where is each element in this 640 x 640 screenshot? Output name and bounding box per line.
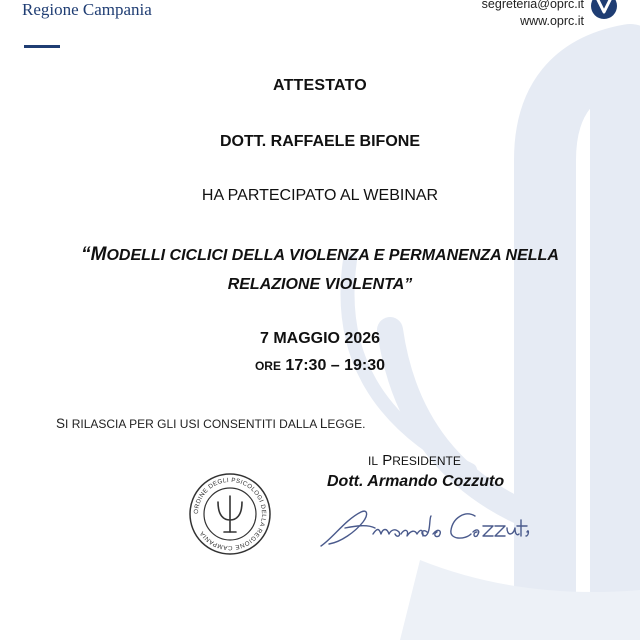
svg-text:ORDINE DEGLI PSICOLOGI DELLA R: ORDINE DEGLI PSICOLOGI DELLA REGIONE CAMPANIA [192,476,268,552]
official-stamp [188,472,272,556]
header-rule [24,45,60,48]
psi-icon [218,496,242,532]
webinar-date: 7 MAGGIO 2026 [259,330,381,347]
signatory-name: Dott. Armando Cozzuto [327,473,505,490]
webinar-hours: ORE 17:30 – 19:30 [254,357,386,374]
participation-line: HA PARTECIPATO AL WEBINAR [201,187,439,204]
webinar-title: “MODELLI CICLICI DELLA VIOLENZA E PERMANENZA NELLA RELAZIONE VIOLENTA” [81,244,559,293]
contact-info [482,0,584,30]
release-note: SI RILASCIA PER GLI USI CONSENTITI DALLA LEGGE. [56,416,366,431]
handwritten-signature [315,498,530,554]
organization-name: Regione Campania [22,0,152,19]
contact-website: www.oprc.it [520,14,584,28]
recipient-name: DOTT. RAFFAELE BIFONE [220,133,420,150]
contact-email: segreteria@oprc.it [481,0,584,11]
oprc-logo-icon [590,0,618,20]
certificate-title: ATTESTATO [273,77,367,94]
signatory-role: IL PRESIDENTE [368,452,461,469]
